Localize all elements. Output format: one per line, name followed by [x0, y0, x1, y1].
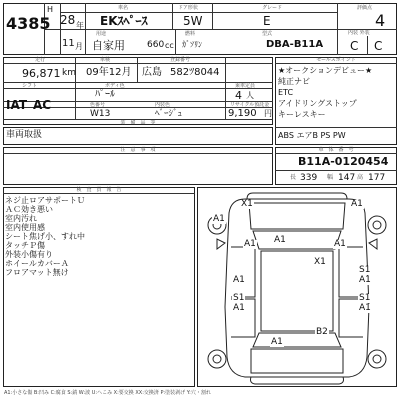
- selling-points-title: セールスポイント: [316, 57, 356, 63]
- recycle-label: リサイクル預託金: [230, 102, 270, 108]
- lot-number: 4385: [6, 14, 51, 33]
- dim-height: 177: [368, 173, 386, 183]
- damage-mark: X1: [241, 199, 253, 209]
- capacity-label: 乗車定員: [235, 83, 256, 89]
- car-name: EKｽﾍﾟｰｽ: [100, 14, 148, 28]
- damage-mark: A1: [244, 239, 256, 249]
- history-box: [3, 127, 273, 145]
- color-code: W13: [90, 109, 111, 119]
- car-diagram: [197, 187, 397, 387]
- damage-legend: A1:小さな傷 B:凹み C:腐食 S:錆 W:波 U:へこみ X:要交換 XX:交換済 P:塗装剥げ Y:穴・割れ: [4, 390, 211, 396]
- plate-number: 582ﾂ8044: [170, 67, 220, 78]
- damage-mark: S1: [359, 293, 371, 303]
- score-label: 評価点: [357, 5, 373, 11]
- mileage: 96,871: [22, 67, 61, 80]
- remarks-title: 注 意 事 項: [120, 147, 156, 153]
- damage-mark: X1: [314, 257, 326, 267]
- inspector-item: 室内汚れ: [5, 214, 37, 223]
- inspector-item: シート焦げ小、すれ中: [5, 232, 85, 241]
- year-era: H: [47, 5, 54, 14]
- plate-label: 登録番号: [170, 57, 191, 63]
- dim-height-label: 高: [357, 174, 364, 181]
- model-label: 型式: [262, 31, 273, 37]
- selling-point-2: 純正ナビ: [278, 77, 310, 86]
- recycle-unit: 円: [264, 109, 272, 118]
- damage-mark: A1: [233, 275, 245, 285]
- usage: 自家用: [92, 39, 125, 52]
- car-name-label: 車名: [118, 5, 129, 11]
- shift-label: シフト: [22, 83, 38, 89]
- inspector-item: 室内使用感: [5, 223, 45, 232]
- dim-width-label: 幅: [327, 174, 334, 181]
- damage-mark: A1: [271, 337, 283, 347]
- door-label: ドア形状: [178, 5, 198, 11]
- mileage-label: 走行: [35, 57, 46, 63]
- dim-width: 147: [338, 173, 356, 183]
- inspector-item: フロアマット無け: [5, 268, 69, 277]
- grade-label: グレード: [262, 5, 283, 11]
- chassis-title: 車 体 番 号: [318, 147, 354, 153]
- inspector-title: 検 査 員 報 告: [76, 187, 122, 193]
- usage-label: 用途: [96, 31, 107, 37]
- selling-point-3: ETC: [278, 88, 294, 97]
- exterior-score: C: [374, 39, 383, 53]
- damage-mark: A1: [233, 303, 245, 313]
- mileage-unit: km: [62, 68, 76, 78]
- inspector-item: ＡＣ効き悪い: [5, 205, 53, 214]
- grade: E: [263, 14, 271, 28]
- fuel-label: 燃料: [185, 31, 196, 37]
- body-color: ﾊﾟｰﾙ: [95, 89, 115, 100]
- selling-point-5: キーレスキー: [278, 110, 326, 119]
- plate-region: 広島: [142, 67, 162, 78]
- color-no-label: 色番号: [90, 102, 106, 108]
- selling-point-1: ★オークションデビュー★: [278, 66, 373, 75]
- model-year: 28: [60, 13, 76, 27]
- damage-mark: A1: [359, 303, 371, 313]
- damage-mark: A1: [359, 275, 371, 285]
- recycle-fee: 9,190: [228, 108, 257, 119]
- year-unit: 年: [76, 21, 84, 30]
- model-month: 11: [62, 38, 75, 49]
- equipment-section-title: 装 備 品 等: [120, 120, 156, 126]
- fuel-type: ｶﾞｿﾘﾝ: [182, 40, 202, 49]
- inspector-item: ネジ止ロアサポートＵ: [5, 196, 85, 205]
- aircon: AC: [33, 98, 52, 112]
- auction-score: 4: [375, 11, 386, 30]
- equipment-list: ABS エアB PS PW: [278, 131, 346, 140]
- damage-mark: S1: [359, 265, 371, 275]
- damage-mark: A1: [274, 235, 286, 245]
- dim-length: 339: [300, 173, 318, 183]
- history-note: 車両取扱: [6, 130, 43, 140]
- capacity: 4: [235, 89, 242, 102]
- selling-point-4: アイドリングストップ: [278, 99, 357, 108]
- model-type: DBA-B11A: [266, 39, 324, 50]
- cc-unit: cc: [165, 41, 174, 50]
- damage-mark: S1: [233, 293, 245, 303]
- door-shape: 5W: [183, 14, 203, 28]
- inspector-item: タッチＰ傷: [5, 241, 45, 250]
- color-label: ボディ色: [105, 83, 125, 89]
- dim-length-label: 長: [290, 174, 297, 181]
- capacity-unit: 人: [246, 91, 254, 100]
- damage-mark: A1: [213, 214, 225, 224]
- inspector-item: 外装小傷有り: [5, 250, 53, 259]
- month-unit: 月: [75, 42, 83, 51]
- engine-cc: 660: [147, 40, 165, 50]
- damage-mark: A1: [334, 239, 346, 249]
- int-ext-label: 内装 外装: [348, 30, 370, 36]
- inspection-date: 09年12月: [86, 67, 132, 78]
- interior-color: ﾍﾞｰｼﾞｭ: [155, 109, 183, 119]
- transmission: IAT: [6, 98, 28, 112]
- inspection-label: 車検: [100, 57, 111, 63]
- damage-mark: B2: [316, 327, 328, 337]
- int-color-label: 内装色: [155, 102, 171, 108]
- damage-mark: A1: [351, 199, 363, 209]
- interior-score: C: [350, 39, 359, 53]
- inspector-item: ホイールカバーＡ: [5, 259, 69, 268]
- chassis-number: B11A-0120454: [298, 155, 389, 168]
